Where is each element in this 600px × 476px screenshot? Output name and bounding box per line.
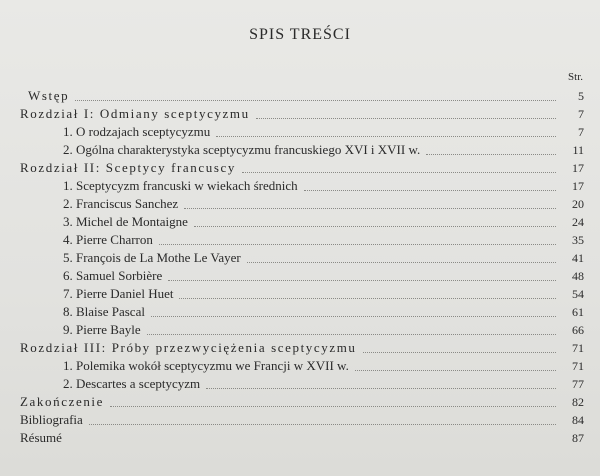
toc-entry-label: 2. Ogólna charakterystyka sceptycyzmu francuskiego XVI i XVII w.	[63, 142, 421, 157]
toc-entry-label: 6. Samuel Sorbière	[63, 268, 163, 283]
toc-entry-label: Zakończenie	[20, 394, 105, 409]
toc-entry	[0, 339, 600, 357]
dotted-leader	[256, 117, 556, 119]
toc-entry-label: Résumé	[20, 430, 62, 445]
dotted-leader	[216, 135, 556, 137]
toc-entry-page: 17	[572, 179, 584, 193]
toc-entry-label: 4. Pierre Charron	[63, 232, 153, 247]
toc-entry-page: 54	[572, 287, 584, 301]
page-title: SPIS TREŚCI	[249, 26, 351, 43]
page-column-header: Str.	[568, 71, 583, 83]
toc-entry-label: Rozdział II: Sceptycy francuscy	[20, 160, 237, 175]
toc-entry-page: 41	[572, 251, 584, 265]
toc-entry	[0, 411, 600, 429]
toc-entry	[0, 87, 600, 105]
toc-entry-page: 7	[578, 107, 584, 121]
toc-entry-page: 82	[572, 395, 584, 409]
toc-entry	[0, 357, 600, 375]
toc-entry-label: 1. Sceptycyzm francuski w wiekach średnich	[63, 178, 298, 193]
dotted-leader	[247, 261, 556, 263]
toc-entry-page: 84	[572, 413, 584, 427]
dotted-leader	[184, 207, 556, 209]
toc-entry-page: 7	[578, 125, 584, 139]
toc-entry	[0, 321, 600, 339]
toc-entry-label: 2. Descartes a sceptycyzm	[63, 376, 201, 391]
toc-entry-page: 71	[572, 341, 584, 355]
toc-entry-page: 77	[572, 377, 584, 391]
toc-entry-page: 87	[572, 431, 584, 445]
toc-entry-page: 66	[572, 323, 584, 337]
toc-entry-page: 71	[572, 359, 584, 373]
toc-entry	[0, 141, 600, 159]
toc-entry-label: 5. François de La Mothe Le Vayer	[63, 250, 241, 265]
toc-entry	[0, 249, 600, 267]
toc-entry-page: 11	[572, 143, 584, 157]
dotted-leader	[426, 153, 556, 155]
toc-entry-label: 1. O rodzajach sceptycyzmu	[63, 124, 211, 139]
toc-entry-page: 35	[572, 233, 584, 247]
toc-entry	[0, 177, 600, 195]
dotted-leader	[194, 225, 556, 227]
toc-entry-label: Rozdział III: Próby przezwyciężenia sceptycyzmu	[20, 340, 357, 355]
toc-entry	[0, 195, 600, 213]
toc-entry	[0, 375, 600, 393]
toc-entry-page: 24	[572, 215, 584, 229]
dotted-leader	[179, 297, 556, 299]
toc-entry-label: Rozdział I: Odmiany sceptycyzmu	[20, 106, 250, 121]
dotted-leader	[304, 189, 556, 191]
toc-entry	[0, 213, 600, 231]
toc-entry-page: 5	[578, 89, 584, 103]
toc-entry-label: 3. Michel de Montaigne	[63, 214, 188, 229]
dotted-leader	[147, 333, 556, 335]
toc-entry	[0, 159, 600, 177]
toc-entry	[0, 267, 600, 285]
toc-entry-label: 9. Pierre Bayle	[63, 322, 141, 337]
toc-entry	[0, 303, 600, 321]
toc-entry-page: 17	[572, 161, 584, 175]
dotted-leader	[110, 405, 556, 407]
dotted-leader	[363, 351, 556, 353]
toc-entry-label: Wstęp	[28, 88, 70, 103]
toc-entry	[0, 429, 600, 447]
toc-entry	[0, 393, 600, 411]
toc-entry-page: 48	[572, 269, 584, 283]
toc-entry	[0, 105, 600, 123]
toc-entry-label: 2. Franciscus Sanchez	[63, 196, 179, 211]
toc-entry-label: 7. Pierre Daniel Huet	[63, 286, 174, 301]
dotted-leader	[242, 171, 556, 173]
toc-entry	[0, 231, 600, 249]
toc-entry-label: Bibliografia	[20, 412, 83, 427]
dotted-leader	[159, 243, 556, 245]
dotted-leader	[75, 99, 556, 101]
dotted-leader	[206, 387, 556, 389]
dotted-leader	[89, 423, 556, 425]
dotted-leader	[355, 369, 556, 371]
dotted-leader	[168, 279, 556, 281]
toc-entry-page: 61	[572, 305, 584, 319]
toc-entry-page: 20	[572, 197, 584, 211]
toc-entry	[0, 123, 600, 141]
toc-entry-label: 8. Blaise Pascal	[63, 304, 145, 319]
dotted-leader	[151, 315, 556, 317]
toc-entry	[0, 285, 600, 303]
toc-entry-label: 1. Polemika wokół sceptycyzmu we Francji w XVII w.	[63, 358, 349, 373]
